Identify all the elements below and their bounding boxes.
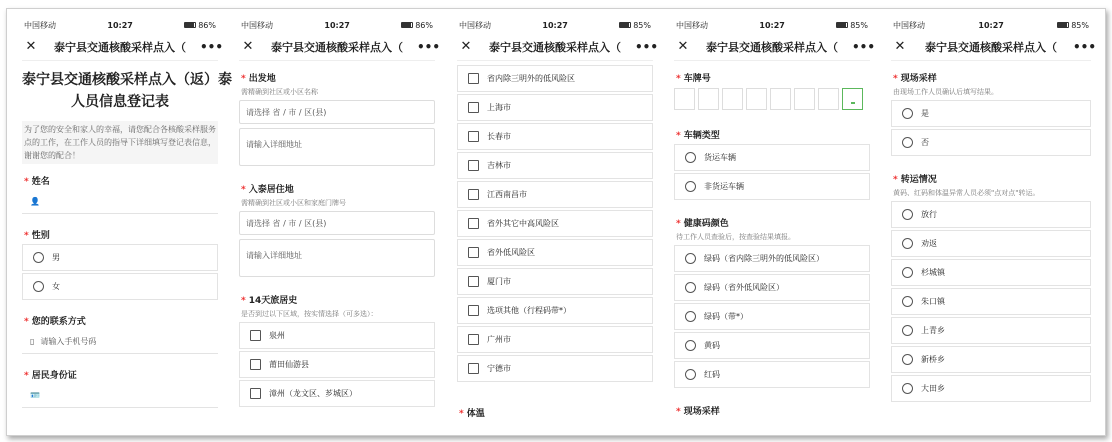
- carrier: 中国移动: [893, 20, 925, 30]
- form-title-line2: 人员信息登记表: [71, 94, 169, 110]
- option-label: 否: [921, 138, 929, 147]
- gender-option-male[interactable]: [22, 244, 218, 271]
- phone-icon: ▯: [30, 337, 35, 346]
- clock: 10:27: [107, 20, 133, 30]
- option-label: 泉州: [269, 331, 285, 340]
- radio-icon: [685, 369, 696, 380]
- radio-icon: [685, 152, 696, 163]
- battery-icon: [184, 22, 196, 28]
- checkbox-icon: [468, 305, 479, 316]
- radio-icon: [685, 340, 696, 351]
- option-label: 宁德市: [487, 364, 511, 373]
- radio-icon: [685, 253, 696, 264]
- option-label: 黄码: [704, 341, 720, 350]
- question-plate: * 车牌号: [676, 74, 711, 84]
- battery-icon: [1057, 22, 1069, 28]
- option-label: 非货运车辆: [704, 182, 744, 191]
- nav-title: 泰宁县交通核酸采样点入（: [925, 40, 1057, 54]
- question-label: 车牌号: [683, 74, 711, 84]
- question-temperature: * 体温: [459, 409, 485, 419]
- option-label: 是: [921, 109, 929, 118]
- transfer-option[interactable]: [891, 230, 1091, 257]
- radio-icon: [902, 296, 913, 307]
- radio-icon: [902, 354, 913, 365]
- phone-placeholder: 请输入手机号码: [40, 337, 97, 346]
- nav-bar: [674, 33, 876, 61]
- travel-option[interactable]: [239, 380, 435, 407]
- question-label: 性别: [31, 231, 50, 241]
- screen-4: [674, 17, 876, 429]
- checkbox-icon: [468, 102, 479, 113]
- address-placeholder: 请输入详细地址: [246, 140, 302, 149]
- option-label: 绿码（省内除三明外的低风险区）: [704, 254, 824, 263]
- question-residence: * 入泰居住地: [241, 185, 294, 195]
- close-icon[interactable]: ✕: [894, 39, 906, 54]
- nav-bar: [457, 33, 659, 61]
- id-input[interactable]: [22, 384, 218, 408]
- gender-option-female[interactable]: [22, 273, 218, 300]
- nav-bar: [891, 33, 1097, 61]
- carrier: 中国移动: [676, 20, 708, 30]
- status-bar: [674, 17, 870, 33]
- carrier: 中国移动: [24, 20, 56, 30]
- transfer-option[interactable]: [891, 201, 1091, 228]
- checkbox-icon: [250, 359, 261, 370]
- more-icon[interactable]: •••: [852, 39, 876, 54]
- plate-cell[interactable]: [674, 88, 695, 110]
- question-label: 14天旅居史: [248, 296, 298, 306]
- question-label: 健康码颜色: [683, 219, 729, 229]
- form-title-line1: 泰宁县交通核酸采样点入（返）泰: [22, 72, 232, 88]
- more-icon[interactable]: •••: [200, 39, 224, 54]
- checkbox-icon: [250, 330, 261, 341]
- radio-icon: [685, 282, 696, 293]
- close-icon[interactable]: ✕: [677, 39, 689, 54]
- nav-title: 泰宁县交通核酸采样点入（: [489, 40, 621, 54]
- close-icon[interactable]: ✕: [25, 39, 37, 54]
- sampling-option[interactable]: [891, 129, 1091, 156]
- address-placeholder: 请输入详细地址: [246, 251, 302, 260]
- option-label: 绿码（省外低风险区）: [704, 283, 784, 292]
- option-label: 江西南昌市: [487, 190, 527, 199]
- transfer-option[interactable]: [891, 317, 1091, 344]
- vehicle-option[interactable]: [674, 144, 870, 171]
- radio-icon: [33, 252, 44, 263]
- travel-option[interactable]: [457, 210, 653, 237]
- close-icon[interactable]: ✕: [460, 39, 472, 54]
- question-health-code: * 健康码颜色: [676, 219, 729, 229]
- checkbox-icon: [468, 218, 479, 229]
- status-bar: [891, 17, 1091, 33]
- option-label: 红码: [704, 370, 720, 379]
- radio-icon: [902, 383, 913, 394]
- clock: 10:27: [324, 20, 350, 30]
- travel-option[interactable]: [239, 322, 435, 349]
- radio-icon: [902, 325, 913, 336]
- battery-icon: [619, 22, 631, 28]
- question-name: * 姓名: [24, 177, 50, 187]
- status-bar: [239, 17, 435, 33]
- transfer-option[interactable]: [891, 288, 1091, 315]
- question-label: 现场采样: [683, 407, 720, 417]
- departure-region-select[interactable]: [239, 100, 435, 124]
- option-label: 吉林市: [487, 161, 511, 170]
- radio-icon: [902, 267, 913, 278]
- question-label: 体温: [466, 409, 485, 419]
- question-label: 转运情况: [900, 175, 937, 185]
- option-label: 朱口镇: [921, 297, 945, 306]
- option-label: 杉城镇: [921, 268, 945, 277]
- clock: 10:27: [542, 20, 568, 30]
- carrier: 中国移动: [459, 20, 491, 30]
- radio-icon: [902, 238, 913, 249]
- transfer-option[interactable]: [891, 346, 1091, 373]
- form-intro: [22, 121, 218, 164]
- health-option[interactable]: [674, 361, 870, 388]
- question-label: 出发地: [248, 74, 276, 84]
- question-id: * 居民身份证: [24, 371, 77, 381]
- option-label: 货运车辆: [704, 153, 736, 162]
- checkbox-icon: [468, 189, 479, 200]
- question-sampling: * 现场采样: [893, 74, 937, 84]
- screenshot-frame: [6, 8, 1106, 436]
- health-option[interactable]: [674, 245, 870, 272]
- radio-icon: [685, 181, 696, 192]
- close-icon[interactable]: ✕: [242, 39, 254, 54]
- option-label: 新桥乡: [921, 355, 945, 364]
- travel-option[interactable]: [457, 181, 653, 208]
- health-option[interactable]: [674, 274, 870, 301]
- transfer-option[interactable]: [891, 375, 1091, 402]
- option-label: 漳州（龙文区、芗城区）: [269, 389, 357, 398]
- more-icon[interactable]: •••: [1073, 39, 1097, 54]
- travel-option[interactable]: [457, 152, 653, 179]
- question-contact: * 您的联系方式: [24, 317, 86, 327]
- carrier: 中国移动: [241, 20, 273, 30]
- question-label: 现场采样: [900, 74, 937, 84]
- plate-input[interactable]: [674, 88, 870, 110]
- option-label: 上青乡: [921, 326, 945, 335]
- travel-option[interactable]: [239, 351, 435, 378]
- plate-cell[interactable]: [746, 88, 767, 110]
- select-placeholder: 请选择 省 / 市 / 区(县): [246, 107, 327, 117]
- travel-option[interactable]: [457, 239, 653, 266]
- battery-level: 86%: [415, 20, 433, 30]
- checkbox-icon: [250, 388, 261, 399]
- plate-cell[interactable]: [794, 88, 815, 110]
- radio-icon: [902, 209, 913, 220]
- travel-option[interactable]: [457, 326, 653, 353]
- nav-title: 泰宁县交通核酸采样点入（: [54, 40, 186, 54]
- plate-cell[interactable]: [770, 88, 791, 110]
- checkbox-icon: [468, 334, 479, 345]
- option-label: 女: [52, 282, 60, 291]
- question-label: 您的联系方式: [31, 317, 86, 327]
- question-label: 姓名: [31, 177, 50, 187]
- question-label: 居民身份证: [31, 371, 77, 381]
- vehicle-option[interactable]: [674, 173, 870, 200]
- nav-bar: [22, 33, 224, 61]
- question-travel: * 14天旅居史: [241, 296, 298, 306]
- screen-3: [457, 17, 659, 429]
- phone-input[interactable]: [22, 330, 218, 354]
- checkbox-icon: [468, 276, 479, 287]
- question-label: 车辆类型: [683, 131, 720, 141]
- screen-1: [22, 17, 232, 429]
- question-hint: 是否到过以下区域，按实情选择（可多选）：: [241, 310, 378, 318]
- more-icon[interactable]: •••: [417, 39, 441, 54]
- question-vehicle: * 车辆类型: [676, 131, 720, 141]
- option-label: 绿码（带*）: [704, 312, 748, 321]
- id-card-icon: 🪪: [30, 391, 40, 400]
- travel-option[interactable]: [457, 268, 653, 295]
- option-label: 广州市: [487, 335, 511, 344]
- intro-line: 为了您的安全和家人的幸福，请您配合各核酸采样服务: [24, 125, 216, 134]
- select-placeholder: 请选择 省 / 市 / 区(县): [246, 218, 327, 228]
- radio-icon: [33, 281, 44, 292]
- transfer-option[interactable]: [891, 259, 1091, 286]
- option-label: 放行: [921, 210, 937, 219]
- travel-option[interactable]: [457, 94, 653, 121]
- radio-icon: [685, 311, 696, 322]
- checkbox-icon: [468, 160, 479, 171]
- departure-address-input[interactable]: [239, 128, 435, 166]
- nav-title: 泰宁县交通核酸采样点入（: [706, 40, 838, 54]
- option-label: 莆田仙游县: [269, 360, 309, 369]
- option-label: 省外其它中高风险区: [487, 219, 559, 228]
- plate-cell-new-energy[interactable]: [842, 88, 863, 110]
- health-option[interactable]: [674, 332, 870, 359]
- sampling-option[interactable]: [891, 100, 1091, 127]
- travel-option[interactable]: [457, 355, 653, 382]
- status-bar: [22, 17, 218, 33]
- option-label: 厦门市: [487, 277, 511, 286]
- question-transfer: * 转运情况: [893, 175, 937, 185]
- option-label: 大田乡: [921, 384, 945, 393]
- status-bar: [457, 17, 653, 33]
- intro-line: 谢谢您的配合！: [24, 151, 80, 160]
- question-departure: * 出发地: [241, 74, 276, 84]
- battery-level: 86%: [198, 20, 216, 30]
- checkbox-icon: [468, 73, 479, 84]
- residence-region-select[interactable]: [239, 211, 435, 235]
- battery-level: 85%: [850, 20, 868, 30]
- checkbox-icon: [468, 247, 479, 258]
- travel-option[interactable]: [457, 65, 653, 92]
- nav-title: 泰宁县交通核酸采样点入（: [271, 40, 403, 54]
- battery-icon: [401, 22, 413, 28]
- option-label: 选项其他（行程码带*）: [487, 306, 571, 315]
- plate-cell[interactable]: [818, 88, 839, 110]
- question-hint: 由现场工作人员确认后填写结果。: [893, 88, 998, 96]
- checkbox-icon: [468, 131, 479, 142]
- radio-icon: [902, 137, 913, 148]
- option-label: 省外低风险区: [487, 248, 535, 257]
- battery-level: 85%: [633, 20, 651, 30]
- residence-address-input[interactable]: [239, 239, 435, 277]
- option-label: 上海市: [487, 103, 511, 112]
- question-hint: 需精确到社区或小区和家庭门牌号: [241, 199, 346, 207]
- question-gender: * 性别: [24, 231, 50, 241]
- clock: 10:27: [759, 20, 785, 30]
- screen-5: [891, 17, 1097, 429]
- travel-option[interactable]: [457, 297, 653, 324]
- option-label: 劝返: [921, 239, 937, 248]
- nav-bar: [239, 33, 441, 61]
- plate-cell[interactable]: [698, 88, 719, 110]
- form-title: [22, 69, 232, 113]
- option-label: 省内除三明外的低风险区: [487, 74, 575, 83]
- person-icon: 👤: [30, 197, 40, 206]
- question-hint: 黄码、红码和体温异常人员必须"点对点"转运。: [893, 189, 1040, 197]
- radio-icon: [902, 108, 913, 119]
- plate-cell[interactable]: [722, 88, 743, 110]
- checkbox-icon: [468, 363, 479, 374]
- more-icon[interactable]: •••: [635, 39, 659, 54]
- health-option[interactable]: [674, 303, 870, 330]
- screen-2: [239, 17, 441, 429]
- question-sampling-partial: * 现场采样: [676, 407, 720, 417]
- question-hint: 待工作人员查验后，按查验结果填报。: [676, 233, 795, 241]
- name-input[interactable]: [22, 190, 218, 214]
- question-hint: 需精确到社区或小区名称: [241, 88, 318, 96]
- intro-line: 点的工作，在工作人员的指导下详细填写登记表信息，: [24, 138, 216, 147]
- option-label: 男: [52, 253, 60, 262]
- question-label: 入泰居住地: [248, 185, 294, 195]
- battery-level: 85%: [1071, 20, 1089, 30]
- clock: 10:27: [978, 20, 1004, 30]
- battery-icon: [836, 22, 848, 28]
- travel-option[interactable]: [457, 123, 653, 150]
- option-label: 长春市: [487, 132, 511, 141]
